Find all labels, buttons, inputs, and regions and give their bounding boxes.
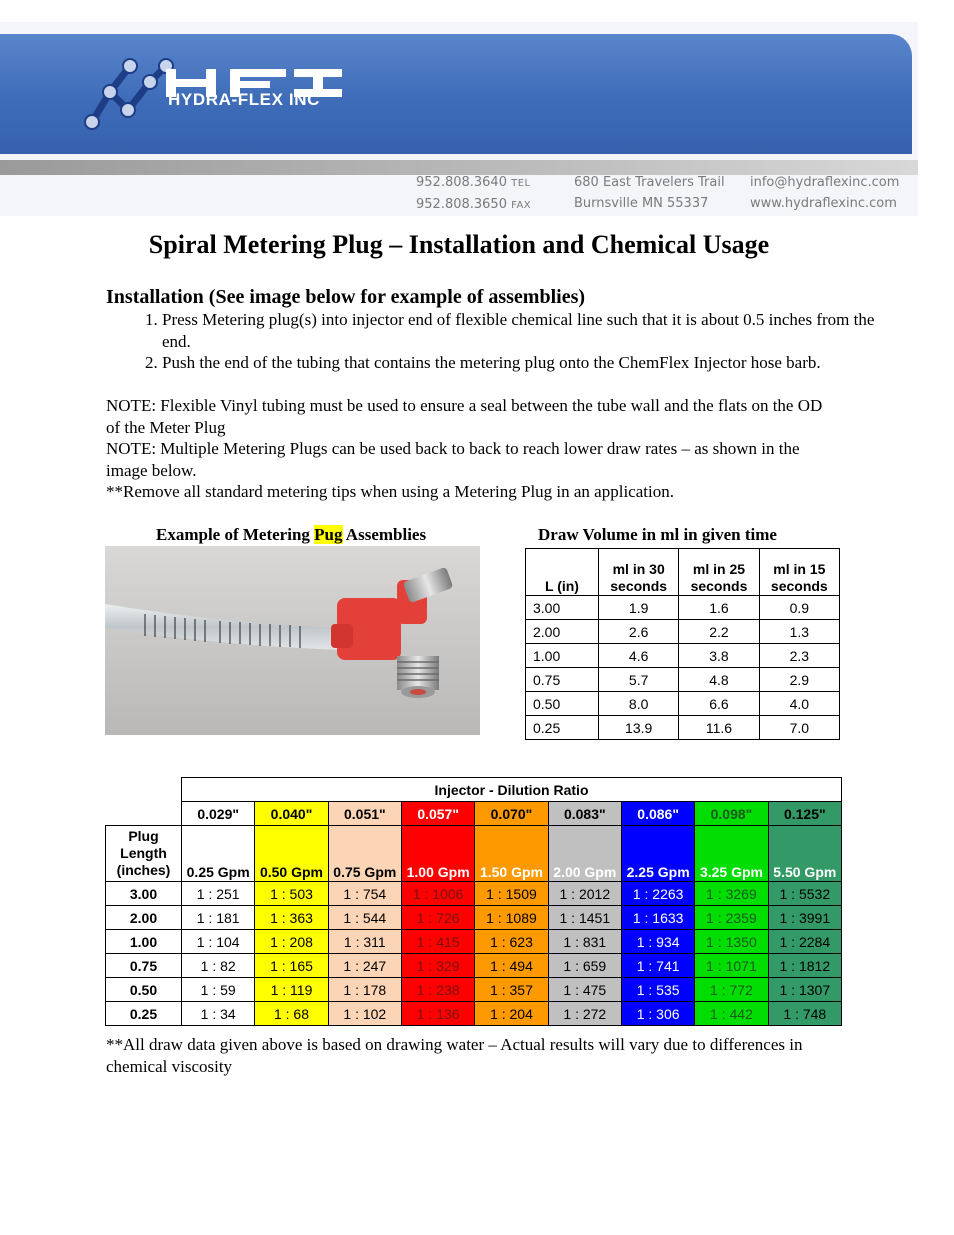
table-title-row xyxy=(106,778,842,802)
ratio-cell: 1 : 82 xyxy=(182,954,255,978)
email-link[interactable]: info@hydraflexinc.com xyxy=(750,175,900,190)
table-cell: 2.00 xyxy=(526,620,599,644)
table-cell: 1.00 xyxy=(526,644,599,668)
table-cell: 13.9 xyxy=(599,716,679,740)
installation-steps xyxy=(106,309,882,374)
ratio-cell: 1 : 475 xyxy=(548,978,621,1002)
table-cell: 1.6 xyxy=(679,596,759,620)
molecule-logo-icon xyxy=(78,52,178,132)
table-row xyxy=(106,930,842,954)
ratio-cell: 1 : 311 xyxy=(328,930,401,954)
ratio-cell: 1 : 204 xyxy=(475,1002,548,1026)
ratio-cell: 1 : 1071 xyxy=(695,954,768,978)
ratio-cell: 1 : 741 xyxy=(621,954,694,978)
ratio-cell: 1 : 208 xyxy=(255,930,328,954)
ratio-cell: 1 : 1006 xyxy=(401,882,474,906)
ratio-cell: 1 : 1812 xyxy=(768,954,841,978)
assembly-illustration xyxy=(105,546,480,735)
table-row xyxy=(526,644,840,668)
figure-caption-pre: Example of Metering xyxy=(156,525,315,544)
flow-header: 0.50 Gpm xyxy=(255,826,328,882)
flow-header: 3.25 Gpm xyxy=(695,826,768,882)
ratio-cell: 1 : 34 xyxy=(182,1002,255,1026)
ratio-cell: 1 : 1089 xyxy=(475,906,548,930)
figure-caption-highlight: Pug xyxy=(314,525,343,544)
ratio-cell: 1 : 5532 xyxy=(768,882,841,906)
brand-name: HYDRA-FLEX INC xyxy=(168,90,320,109)
ratio-cell: 1 : 726 xyxy=(401,906,474,930)
contact-phones xyxy=(416,172,531,216)
table-cell: 6.6 xyxy=(679,692,759,716)
ratio-cell: 1 : 136 xyxy=(401,1002,474,1026)
ratio-cell: 1 : 238 xyxy=(401,978,474,1002)
plug-length-cell: 2.00 xyxy=(106,906,182,930)
letterhead xyxy=(0,22,918,216)
draw-volume-table xyxy=(525,548,840,740)
address-line2: Burnsville MN 55337 xyxy=(574,196,709,211)
ratio-cell: 1 : 544 xyxy=(328,906,401,930)
ratio-cell: 1 : 363 xyxy=(255,906,328,930)
figure-caption-post: Assemblies xyxy=(342,525,427,544)
ratio-cell: 1 : 934 xyxy=(621,930,694,954)
size-header: 0.057" xyxy=(401,802,474,826)
ratio-cell: 1 : 357 xyxy=(475,978,548,1002)
table-cell: 0.50 xyxy=(526,692,599,716)
installation-step: 1. Press Metering plug(s) into injector end of flexible chemical line such that it is about 0.5 inches from the end. xyxy=(162,309,882,352)
blank-cell xyxy=(106,778,182,802)
note-multiple-plugs: NOTE: Multiple Metering Plugs can be used back to back to reach lower draw rates – as shown in the image below. xyxy=(106,439,800,480)
ratio-cell: 1 : 831 xyxy=(548,930,621,954)
size-header: 0.070" xyxy=(475,802,548,826)
ratio-cell: 1 : 272 xyxy=(548,1002,621,1026)
flow-header: 5.50 Gpm xyxy=(768,826,841,882)
ratio-cell: 1 : 247 xyxy=(328,954,401,978)
contact-web xyxy=(750,172,899,214)
column-header: ml in 15 seconds xyxy=(759,549,839,596)
ratio-cell: 1 : 1633 xyxy=(621,906,694,930)
ratio-cell: 1 : 1451 xyxy=(548,906,621,930)
ratio-cell: 1 : 59 xyxy=(182,978,255,1002)
ratio-cell: 1 : 306 xyxy=(621,1002,694,1026)
contact-address xyxy=(574,172,725,214)
ratio-cell: 1 : 1307 xyxy=(768,978,841,1002)
address-line1: 680 East Travelers Trail xyxy=(574,175,725,190)
table-cell: 2.9 xyxy=(759,668,839,692)
table-cell: 0.9 xyxy=(759,596,839,620)
website-link[interactable]: www.hydraflexinc.com xyxy=(750,196,897,211)
flow-header: 0.75 Gpm xyxy=(328,826,401,882)
table-cell: 4.8 xyxy=(679,668,759,692)
ratio-cell: 1 : 1350 xyxy=(695,930,768,954)
ratio-cell: 1 : 503 xyxy=(255,882,328,906)
ratio-cell: 1 : 2012 xyxy=(548,882,621,906)
ratio-cell: 1 : 104 xyxy=(182,930,255,954)
table-cell: 4.0 xyxy=(759,692,839,716)
table-row xyxy=(526,716,840,740)
phone-fax: 952.808.3650 xyxy=(416,197,507,212)
blank-cell xyxy=(106,802,182,826)
flow-header-row xyxy=(106,826,842,882)
ratio-cell: 1 : 178 xyxy=(328,978,401,1002)
installation-step: 2. Push the end of the tubing that contains the metering plug onto the ChemFlex Injector hose barb. xyxy=(162,352,882,374)
table-row xyxy=(526,668,840,692)
size-header: 0.040" xyxy=(255,802,328,826)
fax-tag: FAX xyxy=(511,200,532,211)
size-header: 0.125" xyxy=(768,802,841,826)
size-header-row xyxy=(106,802,842,826)
assembly-photo xyxy=(105,546,480,735)
table-row xyxy=(526,620,840,644)
flow-header: 2.00 Gpm xyxy=(548,826,621,882)
ratio-cell: 1 : 102 xyxy=(328,1002,401,1026)
column-header: L (in) xyxy=(526,549,599,596)
table-row xyxy=(106,978,842,1002)
size-header: 0.083" xyxy=(548,802,621,826)
ratio-cell: 1 : 2263 xyxy=(621,882,694,906)
plug-length-cell: 1.00 xyxy=(106,930,182,954)
tel-tag: TEL xyxy=(511,178,531,189)
table-row xyxy=(106,906,842,930)
flow-header: 1.00 Gpm xyxy=(401,826,474,882)
size-header: 0.029" xyxy=(182,802,255,826)
plug-length-cell: 0.25 xyxy=(106,1002,182,1026)
plug-length-cell: 0.75 xyxy=(106,954,182,978)
dilution-ratio-table xyxy=(105,777,842,1026)
size-header: 0.051" xyxy=(328,802,401,826)
table-cell: 8.0 xyxy=(599,692,679,716)
flow-header: 1.50 Gpm xyxy=(475,826,548,882)
plug-length-cell: 3.00 xyxy=(106,882,182,906)
ratio-cell: 1 : 3991 xyxy=(768,906,841,930)
ratio-cell: 1 : 181 xyxy=(182,906,255,930)
ratio-cell: 1 : 748 xyxy=(768,1002,841,1026)
table-cell: 11.6 xyxy=(679,716,759,740)
ratio-cell: 1 : 623 xyxy=(475,930,548,954)
table-cell: 2.3 xyxy=(759,644,839,668)
table-cell: 5.7 xyxy=(599,668,679,692)
page-title: Spiral Metering Plug – Installation and Chemical Usage xyxy=(148,230,770,259)
ratio-cell: 1 : 535 xyxy=(621,978,694,1002)
phone-tel: 952.808.3640 xyxy=(416,175,507,190)
table-cell: 4.6 xyxy=(599,644,679,668)
table-row xyxy=(526,692,840,716)
plug-length-header: Plug Length (inches) xyxy=(106,826,182,882)
ratio-cell: 1 : 2284 xyxy=(768,930,841,954)
ratio-cell: 1 : 754 xyxy=(328,882,401,906)
table-cell: 0.75 xyxy=(526,668,599,692)
ratio-cell: 1 : 494 xyxy=(475,954,548,978)
table-cell: 1.3 xyxy=(759,620,839,644)
figure-caption xyxy=(156,525,426,545)
ratio-cell: 1 : 68 xyxy=(255,1002,328,1026)
ratio-cell: 1 : 119 xyxy=(255,978,328,1002)
flow-header: 2.25 Gpm xyxy=(621,826,694,882)
table-cell: 7.0 xyxy=(759,716,839,740)
table-cell: 2.6 xyxy=(599,620,679,644)
table-cell: 3.00 xyxy=(526,596,599,620)
note-remove-tips: **Remove all standard metering tips when using a Metering Plug in an application. xyxy=(106,482,674,501)
table-cell: 2.2 xyxy=(679,620,759,644)
installation-heading: Installation (See image below for example of assemblies) xyxy=(106,286,586,308)
note-tubing: NOTE: Flexible Vinyl tubing must be used to ensure a seal between the tube wall and the flats on the OD of the Meter Plug xyxy=(106,396,823,437)
table-cell: 1.9 xyxy=(599,596,679,620)
table-row xyxy=(106,882,842,906)
table-cell: 3.8 xyxy=(679,644,759,668)
ratio-cell: 1 : 251 xyxy=(182,882,255,906)
ratio-cell: 1 : 772 xyxy=(695,978,768,1002)
size-header: 0.086" xyxy=(621,802,694,826)
column-header: ml in 30 seconds xyxy=(599,549,679,596)
ratio-cell: 1 : 659 xyxy=(548,954,621,978)
table-row xyxy=(106,1002,842,1026)
table-row xyxy=(526,596,840,620)
dilution-table-title: Injector - Dilution Ratio xyxy=(182,778,842,802)
table-row xyxy=(106,954,842,978)
footnote: **All draw data given above is based on drawing water – Actual results will vary due to differences in chemical viscosity xyxy=(106,1035,803,1076)
size-header: 0.098" xyxy=(695,802,768,826)
ratio-cell: 1 : 165 xyxy=(255,954,328,978)
flow-header: 0.25 Gpm xyxy=(182,826,255,882)
ratio-cell: 1 : 3269 xyxy=(695,882,768,906)
column-header: ml in 25 seconds xyxy=(679,549,759,596)
table-header-row xyxy=(526,549,840,596)
draw-table-caption: Draw Volume in ml in given time xyxy=(538,525,777,544)
ratio-cell: 1 : 2359 xyxy=(695,906,768,930)
ratio-cell: 1 : 415 xyxy=(401,930,474,954)
ratio-cell: 1 : 442 xyxy=(695,1002,768,1026)
ratio-cell: 1 : 1509 xyxy=(475,882,548,906)
plug-length-cell: 0.50 xyxy=(106,978,182,1002)
table-cell: 0.25 xyxy=(526,716,599,740)
ratio-cell: 1 : 329 xyxy=(401,954,474,978)
